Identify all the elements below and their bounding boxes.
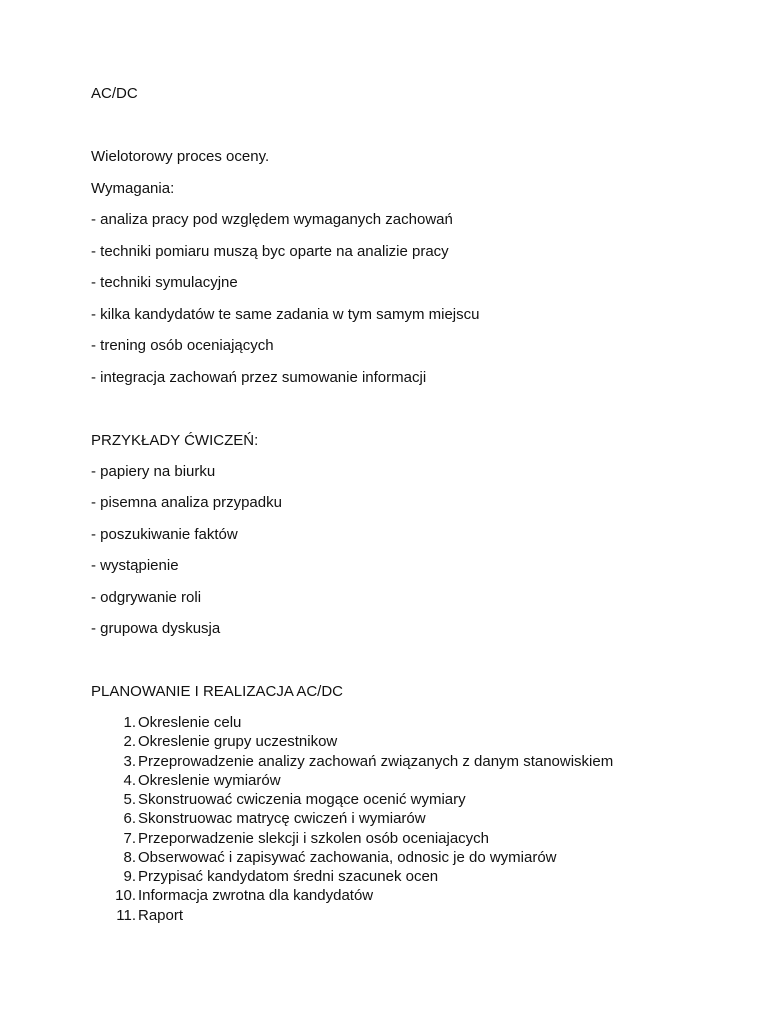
requirement-item: - integracja zachowań przez sumowanie informacji (91, 369, 427, 386)
list-item-number: 11. (116, 907, 136, 924)
planning-heading: PLANOWANIE I REALIZACJA AC/DC (91, 683, 344, 700)
list-item-text: Okreslenie celu (138, 714, 242, 731)
list-item-number: 10. (115, 887, 136, 904)
example-item: - pisemna analiza przypadku (91, 494, 282, 511)
list-item-number: 5. (123, 791, 136, 808)
list-item-text: Skonstruowac matrycę cwiczeń i wymiarów (138, 810, 426, 827)
list-item-text: Obserwować i zapisywać zachowania, odnosic je do wymiarów (138, 849, 557, 866)
list-item-text: Skonstruować cwiczenia mogące ocenić wymiary (138, 791, 466, 808)
list-item-number: 1. (123, 714, 136, 731)
example-item: - grupowa dyskusja (91, 620, 221, 637)
example-item: - odgrywanie roli (91, 589, 202, 606)
list-item-text: Przeporwadzenie slekcji i szkolen osób oceniajacych (138, 830, 490, 847)
list-item-text: Przeprowadzenie analizy zachowań związanych z danym stanowiskiem (138, 753, 614, 770)
intro-text: Wielotorowy proces oceny. (91, 148, 270, 165)
list-item-text: Przypisać kandydatom średni szacunek ocen (138, 868, 439, 885)
list-item-number: 6. (123, 810, 136, 827)
list-item-text: Okreslenie wymiarów (138, 772, 281, 789)
list-item-text: Informacja zwrotna dla kandydatów (138, 887, 374, 904)
list-item-text: Raport (138, 907, 184, 924)
requirement-item: - kilka kandydatów te same zadania w tym samym miejscu (91, 306, 480, 323)
example-item: - wystąpienie (91, 557, 179, 574)
list-item-number: 2. (123, 733, 136, 750)
list-item-number: 4. (123, 772, 136, 789)
requirement-item: - analiza pracy pod względem wymaganych zachowań (91, 211, 453, 228)
requirement-item: - trening osób oceniających (91, 337, 274, 354)
example-item: - papiery na biurku (91, 463, 216, 480)
list-item-number: 3. (123, 753, 136, 770)
list-item-number: 8. (123, 849, 136, 866)
example-item: - poszukiwanie faktów (91, 526, 238, 543)
list-item-number: 9. (123, 868, 136, 885)
requirement-item: - techniki pomiaru muszą byc oparte na analizie pracy (91, 243, 449, 260)
requirement-item: - techniki symulacyjne (91, 274, 238, 291)
document-title: AC/DC (91, 85, 138, 102)
examples-heading: PRZYKŁADY ĆWICZEŃ: (91, 432, 259, 449)
list-item-text: Okreslenie grupy uczestnikow (138, 733, 338, 750)
list-item-number: 7. (123, 830, 136, 847)
requirements-heading: Wymagania: (91, 180, 175, 197)
